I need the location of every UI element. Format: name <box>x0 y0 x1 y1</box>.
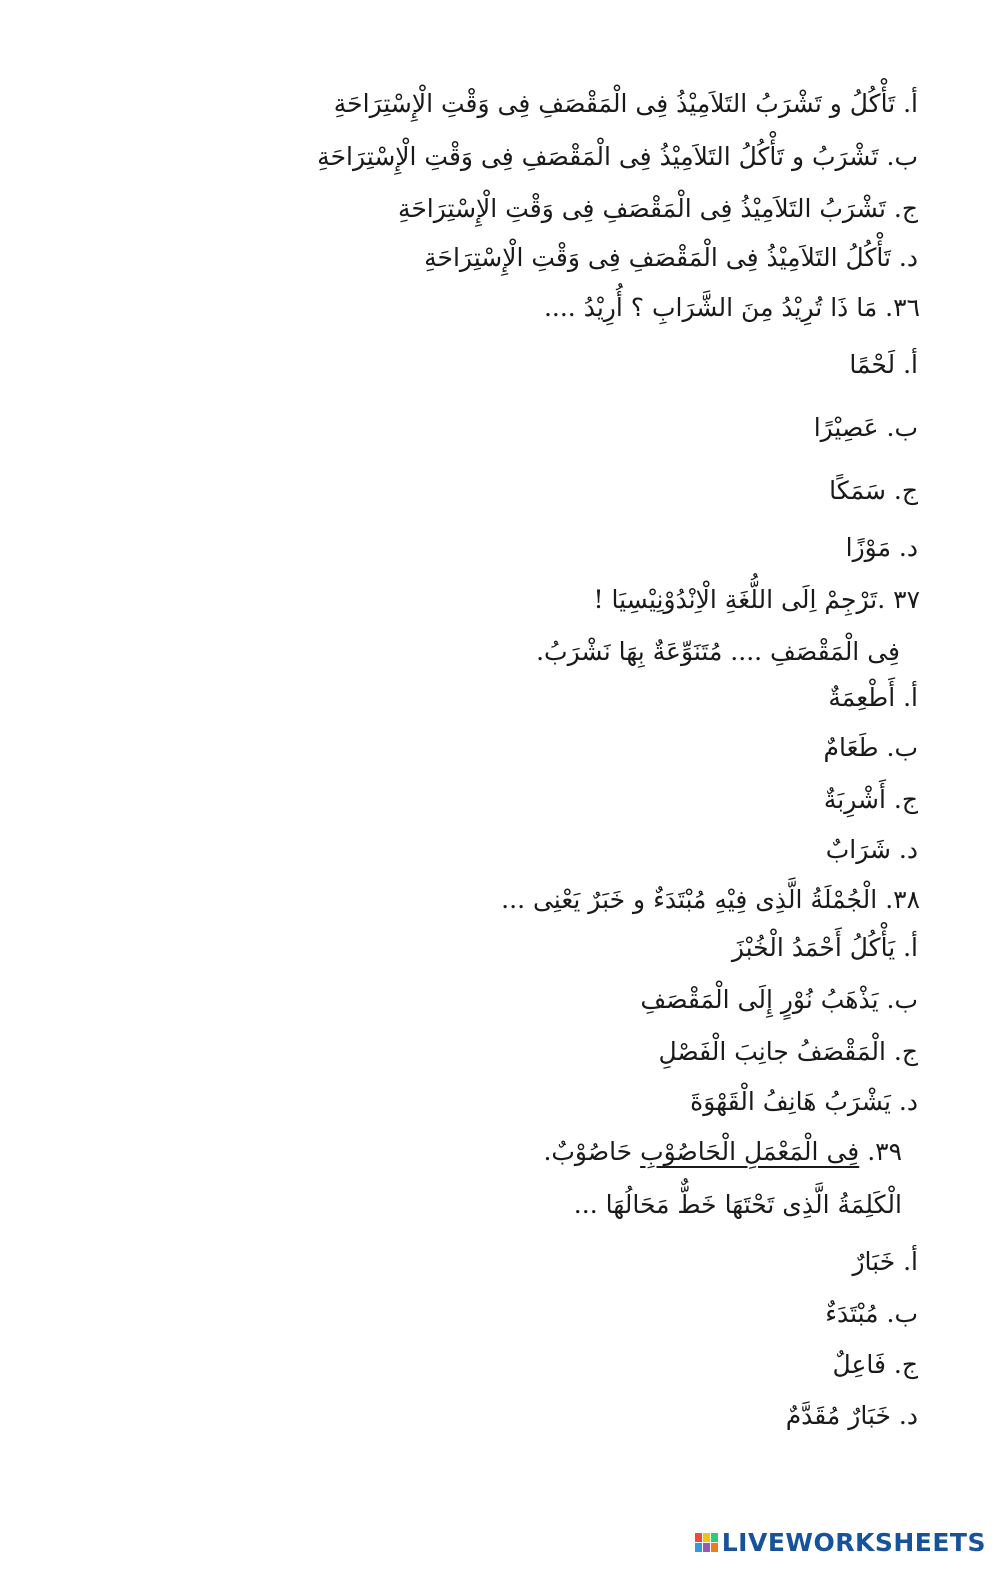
logo-grid-icon <box>695 1533 718 1552</box>
q37-option-a[interactable]: أ. أَطْعِمَةٌ <box>828 683 918 712</box>
q35-option-a[interactable]: أ. تَأْكُلُ و تَشْرَبُ التَلاَمِيْذُ فِى الْمَقْصَفِ فِى وَقْتِ الْإِسْتِرَاحَةِ <box>333 89 918 118</box>
logo-square <box>703 1543 710 1552</box>
q37-sentence: فِى الْمَقْصَفِ .... مُتَنَوِّعَةٌ بِهَا نَشْرَبُ. <box>536 637 900 666</box>
q35-option-c[interactable]: ج. تَشْرَبُ التَلاَمِيْذُ فِى الْمَقْصَفِ فِى وَقْتِ الْإِسْتِرَاحَةِ <box>397 194 918 223</box>
logo-square <box>711 1533 718 1542</box>
q35-option-d[interactable]: د. تَأْكُلُ التَلاَمِيْذُ فِى الْمَقْصَفِ فِى وَقْتِ الْإِسْتِرَاحَةِ <box>424 243 918 272</box>
logo-square <box>695 1533 702 1542</box>
q38-option-d[interactable]: د. يَشْرَبُ هَانِفُ الْقَهْوَةَ <box>690 1087 918 1116</box>
q36-option-c[interactable]: ج. سَمَكًا <box>829 476 918 505</box>
q36-question: ٣٦. مَا ذَا تُرِيْدُ مِنَ الشَّرَابِ ؟ أُرِيْدُ .... <box>543 293 920 322</box>
q38-question: ٣٨. الْجُمْلَةُ الَّذِى فِيْهِ مُبْتَدَءٌ و خَبَرٌ يَعْنِى ... <box>501 885 920 914</box>
q36-option-a[interactable]: أ. لَحْمًا <box>849 350 918 379</box>
liveworksheets-logo[interactable] <box>695 1527 986 1557</box>
q39-option-a[interactable]: أ. خَبَارٌ <box>852 1247 918 1276</box>
q39-question: الْكَلِمَةُ الَّذِى تَحْتَهَا خَطٌّ مَحَالُهَا ... <box>573 1190 902 1219</box>
q39-option-d[interactable]: د. خَبَارٌ مُقَدَّمٌ <box>785 1401 918 1430</box>
q35-option-b[interactable]: ب. تَشْرَبُ و تَأْكُلُ التَلاَمِيْذُ فِى الْمَقْصَفِ فِى وَقْتِ الْإِسْتِرَاحَةِ <box>317 142 918 171</box>
q39-number: ٣٩. <box>867 1137 902 1166</box>
q36-option-b[interactable]: ب. عَصِيْرًا <box>813 413 918 442</box>
logo-square <box>703 1533 710 1542</box>
q39-option-b[interactable]: ب. مُبْتَدَءٌ <box>825 1299 918 1328</box>
q37-option-b[interactable]: ب. طَعَامٌ <box>823 733 918 762</box>
logo-square <box>711 1543 718 1552</box>
q37-question: ٣٧ .تَرْجِمْ اِلَى اللُّغَةِ الْاِنْدُوْنِيْسِيَا ! <box>593 585 920 614</box>
q39-underlined-phrase: فِى الْمَعْمَلِ الْحَاصُوْبِ <box>640 1137 860 1166</box>
q37-option-c[interactable]: ج. أَشْرِبَةٌ <box>823 785 918 814</box>
q37-option-d[interactable]: د. شَرَابٌ <box>825 835 918 864</box>
q39-rest: حَاصُوْبٌ. <box>543 1137 633 1166</box>
logo-square <box>695 1543 702 1552</box>
q36-option-d[interactable]: د. مَوْزًا <box>845 533 918 562</box>
brand-name: LIVEWORKSHEETS <box>721 1527 986 1557</box>
q38-option-a[interactable]: أ. يَأْكُلُ أَحْمَدُ الْخُبْزَ <box>731 933 918 962</box>
q38-option-c[interactable]: ج. الْمَقْصَفُ جانِبَ الْفَصْلِ <box>658 1037 918 1066</box>
q39-sentence <box>543 1132 902 1172</box>
q39-option-c[interactable]: ج. فَاعِلٌ <box>832 1350 918 1379</box>
q38-option-b[interactable]: ب. يَذْهَبُ نُوْرٍ إِلَى الْمَقْصَفِ <box>640 985 918 1014</box>
